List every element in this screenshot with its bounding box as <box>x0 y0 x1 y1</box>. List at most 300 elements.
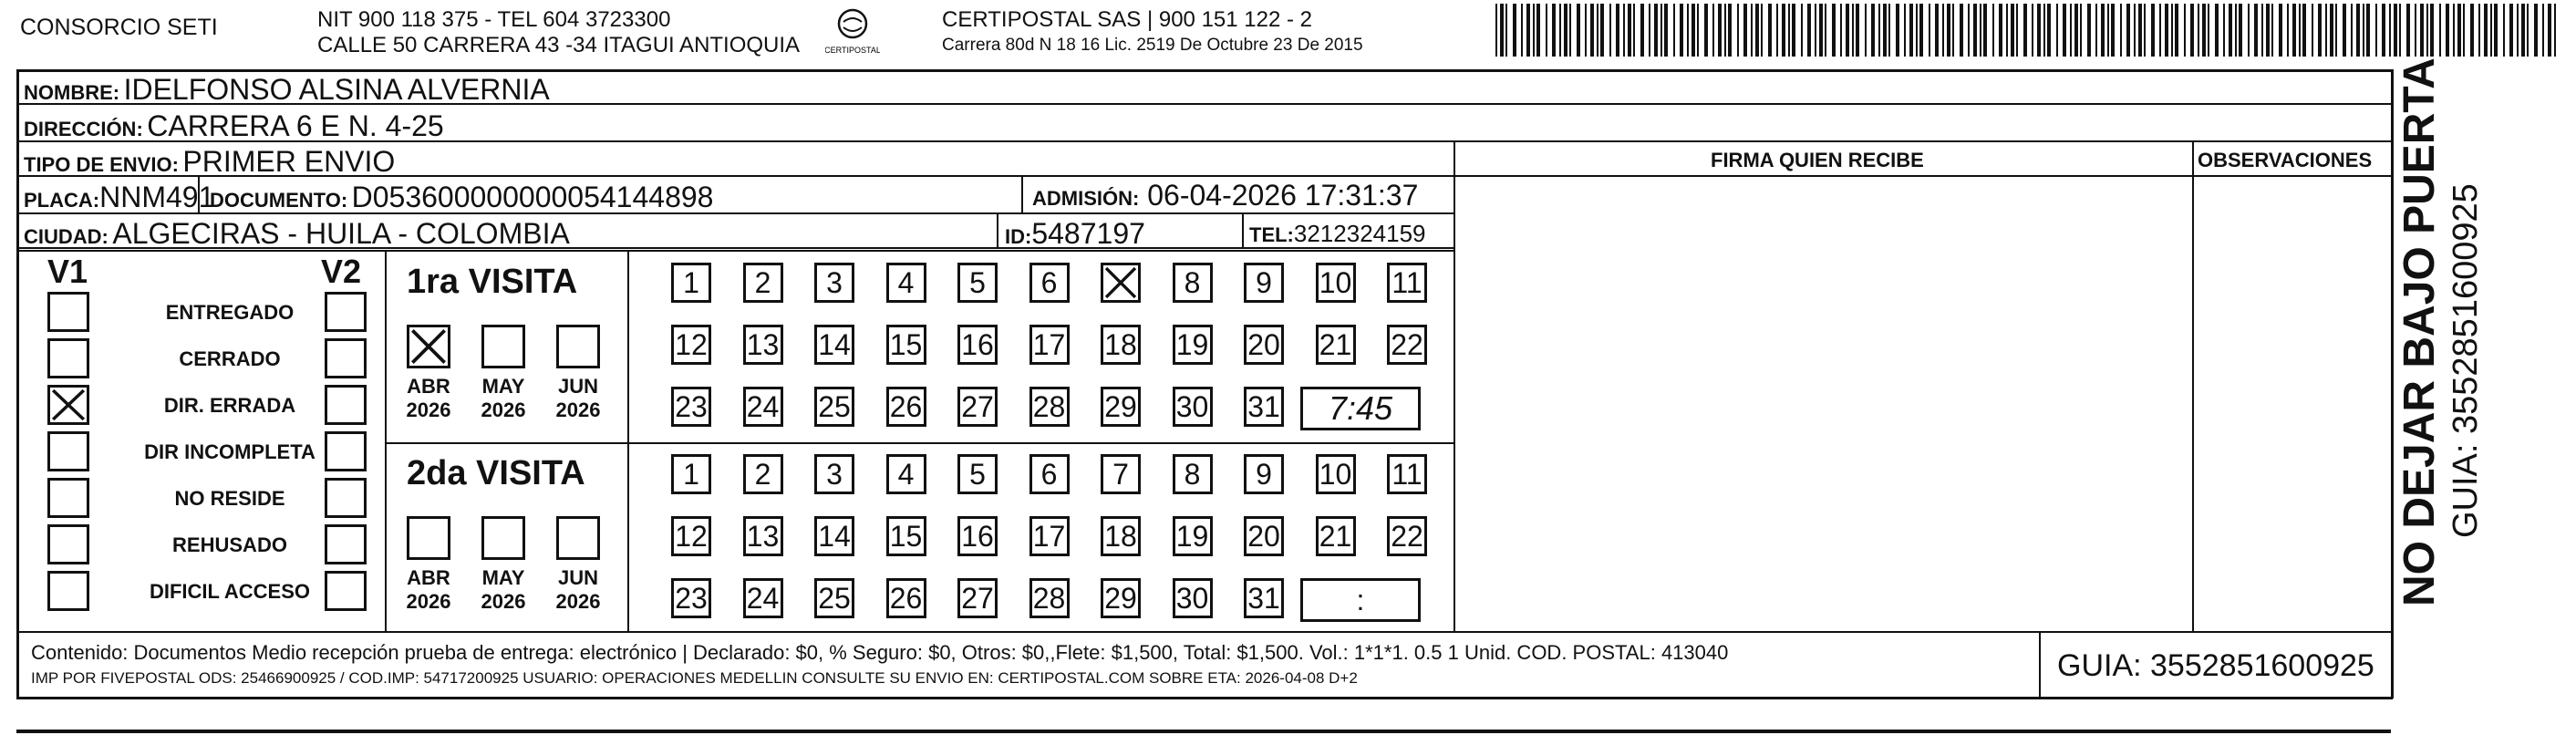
barcode-bar <box>1585 4 1587 57</box>
day-box[interactable]: 15 <box>886 516 926 556</box>
barcode-bar <box>2144 4 2146 57</box>
barcode-bar <box>2299 4 2301 57</box>
barcode-bar <box>1513 4 1516 57</box>
barcode-bar <box>1633 4 1635 57</box>
day-box[interactable]: 13 <box>743 516 783 556</box>
month-checkbox[interactable] <box>407 516 450 560</box>
barcode-bar <box>2494 4 2498 57</box>
barcode-bar <box>2463 4 2465 57</box>
barcode-bar <box>1865 4 1867 57</box>
placa-value: NNM491 <box>99 181 215 213</box>
barcode-bar <box>2229 4 2232 57</box>
barcode-bar <box>2032 4 2033 57</box>
barcode-bar <box>2415 4 2416 57</box>
barcode-bar <box>2175 4 2178 57</box>
barcode-bar <box>2554 4 2556 57</box>
barcode-bar <box>2430 4 2434 57</box>
barcode-bar <box>1883 4 1887 57</box>
year-label: 2026 <box>406 399 451 421</box>
v2-checkbox[interactable] <box>325 338 367 378</box>
v2-checkbox[interactable] <box>325 524 367 564</box>
second-visit-title: 2da VISITA <box>407 454 585 492</box>
reason-label: CERRADO <box>179 347 281 370</box>
barcode-bar <box>2120 4 2122 57</box>
observaciones-header: OBSERVACIONES <box>2198 149 2373 171</box>
day-box[interactable]: 23 <box>671 387 711 427</box>
tel-value: 3212324159 <box>1293 220 1426 247</box>
barcode-bar <box>2330 4 2333 57</box>
barcode-bar <box>2223 4 2225 57</box>
day-box[interactable]: 21 <box>1316 516 1356 556</box>
day-box[interactable]: 30 <box>1173 387 1213 427</box>
side-warning: NO DEJAR BAJO PUERTA <box>2395 57 2444 606</box>
day-box[interactable]: 6 <box>1029 263 1070 303</box>
barcode-bar <box>2548 4 2551 57</box>
barcode-bar <box>2235 4 2237 57</box>
barcode-bar <box>1649 4 1650 57</box>
barcode-bar <box>1718 4 1722 57</box>
tel-cell: TEL:3212324159 <box>1249 220 1426 247</box>
day-box[interactable]: 26 <box>886 578 926 618</box>
barcode-bar <box>1533 4 1535 57</box>
license-line: Carrera 80d N 18 16 Lic. 2519 De Octubre 23 De 2015 <box>942 36 1363 55</box>
day-box[interactable]: 20 <box>1244 516 1284 556</box>
barcode-bar <box>1569 4 1571 57</box>
barcode-bar <box>1564 4 1567 57</box>
direccion-value: CARRERA 6 E N. 4-25 <box>147 109 444 142</box>
barcode-bar <box>2043 4 2045 57</box>
v2-checkbox[interactable] <box>325 478 367 518</box>
day-box[interactable]: 24 <box>743 387 783 427</box>
barcode-bar <box>1505 4 1507 57</box>
time-box[interactable]: 7:45 <box>1300 387 1421 430</box>
barcode-bar <box>2375 4 2377 57</box>
barcode-bar <box>1888 4 1890 57</box>
day-box[interactable]: 1 <box>671 263 711 303</box>
barcode-bar <box>2271 4 2273 57</box>
month-label: ABR <box>407 375 450 398</box>
barcode-bar <box>2184 4 2186 57</box>
month-label: JUN <box>557 566 598 589</box>
barcode-bar <box>2343 4 2346 57</box>
first-visit-title: 1ra VISITA <box>407 263 578 301</box>
barcode-bar <box>2292 4 2296 57</box>
barcode-bar <box>1673 4 1675 57</box>
barcode-bar <box>2047 4 2051 57</box>
barcode-bar <box>1992 4 1994 57</box>
barcode-bar <box>2111 4 2115 57</box>
barcode-bar <box>1983 4 1987 57</box>
firma-header: FIRMA QUIEN RECIBE <box>1711 149 1924 171</box>
barcode-bar <box>1819 4 1823 57</box>
barcode-bar <box>2542 4 2544 57</box>
documento-cell: DOCUMENTO: D053600000000054144898 <box>210 181 714 213</box>
barcode-bar <box>2426 4 2428 57</box>
barcode-bar <box>2509 4 2513 57</box>
barcode-bar <box>2056 4 2058 57</box>
barcode-bar <box>2151 4 2155 57</box>
id-cell: ID:5487197 <box>1005 217 1145 250</box>
day-box[interactable]: 23 <box>671 578 711 618</box>
barcode-bar <box>1623 4 1625 57</box>
barcode-bar <box>1654 4 1658 57</box>
barcode-bar <box>2202 4 2206 57</box>
day-box[interactable]: 31 <box>1244 578 1284 618</box>
barcode-bar <box>1704 4 1708 57</box>
barcode-bar <box>2478 4 2480 57</box>
day-box[interactable]: 12 <box>671 516 711 556</box>
barcode-bar <box>2517 4 2519 57</box>
barcode-bar <box>1691 4 1695 57</box>
documento-value: D053600000000054144898 <box>351 181 714 213</box>
month-label: MAY <box>481 375 525 398</box>
day-box[interactable]: 28 <box>1029 578 1070 618</box>
day-box[interactable]: 15 <box>886 325 926 365</box>
barcode-bar <box>1782 4 1785 57</box>
day-box[interactable]: 3 <box>814 263 854 303</box>
barcode-bar <box>2446 4 2449 57</box>
day-box[interactable]: 24 <box>743 578 783 618</box>
barcode-bar <box>2287 4 2289 57</box>
barcode-bar <box>2356 4 2360 57</box>
company-name: CONSORCIO SETI <box>20 15 218 40</box>
barcode-bar <box>1815 4 1816 57</box>
day-box[interactable]: 4 <box>886 263 926 303</box>
day-box[interactable]: 28 <box>1029 387 1070 427</box>
barcode-bar <box>2266 4 2270 57</box>
barcode-bar <box>2171 4 2173 57</box>
day-box[interactable]: 9 <box>1244 263 1284 303</box>
barcode-bar <box>2406 4 2410 57</box>
day-box[interactable]: 31 <box>1244 387 1284 427</box>
day-box[interactable] <box>1101 263 1141 303</box>
day-box[interactable]: 4 <box>886 454 926 494</box>
day-box[interactable]: 16 <box>957 325 998 365</box>
barcode-bar <box>1935 4 1939 57</box>
barcode-bar <box>1856 4 1859 57</box>
month-checkbox[interactable] <box>407 325 450 368</box>
barcode-bar <box>2070 4 2072 57</box>
observations-area[interactable] <box>2194 177 2391 631</box>
id-value: 5487197 <box>1031 217 1145 250</box>
certipostal-logo <box>825 5 880 60</box>
day-box[interactable]: 14 <box>814 516 854 556</box>
day-box[interactable]: 17 <box>1029 325 1070 365</box>
day-box[interactable]: 10 <box>1316 263 1356 303</box>
day-box[interactable]: 5 <box>957 263 998 303</box>
month-label: MAY <box>481 566 525 589</box>
direccion-row: DIRECCIÓN: CARRERA 6 E N. 4-25 <box>24 109 444 142</box>
reason-label: REHUSADO <box>172 533 287 556</box>
month-checkbox[interactable] <box>556 516 600 560</box>
month-checkbox[interactable] <box>481 325 525 368</box>
barcode-bar <box>2521 4 2525 57</box>
barcode-bar <box>1536 4 1540 57</box>
barcode-bar <box>2006 4 2008 57</box>
day-box[interactable]: 14 <box>814 325 854 365</box>
day-box[interactable]: 22 <box>1387 516 1427 556</box>
barcode-bar <box>1807 4 1811 57</box>
barcode-bar <box>1597 4 1598 57</box>
barcode-bar <box>2101 4 2105 57</box>
barcode-bar <box>1788 4 1790 57</box>
barcode-bar <box>2366 4 2370 57</box>
day-box[interactable]: 1 <box>671 454 711 494</box>
barcode-bar <box>1852 4 1854 57</box>
barcode-bar <box>1751 4 1753 57</box>
barcode-bar <box>1999 4 2002 57</box>
barcode-bar <box>1680 4 1683 57</box>
v1-checkbox[interactable] <box>47 385 89 425</box>
barcode-bar <box>2087 4 2091 57</box>
day-box[interactable]: 2 <box>743 263 783 303</box>
month-checkbox[interactable] <box>556 325 600 368</box>
v1-checkbox[interactable] <box>47 338 89 378</box>
barcode-bar <box>2254 4 2258 57</box>
month-label: JUN <box>557 375 598 398</box>
barcode-bar <box>1973 4 1977 57</box>
year-label: 2026 <box>406 590 451 613</box>
barcode-bar <box>1577 4 1580 57</box>
barcode-bar <box>2011 4 2014 57</box>
barcode-bar <box>1600 4 1604 57</box>
barcode-bar <box>1909 4 1913 57</box>
day-box[interactable]: 11 <box>1387 263 1427 303</box>
barcode-bar <box>1792 4 1795 57</box>
barcode-bar <box>2074 4 2078 57</box>
barcode-bar <box>2363 4 2364 57</box>
barcode-bar <box>1521 4 1523 57</box>
barcode-bar <box>2138 4 2142 57</box>
barcode-bar <box>1776 4 1778 57</box>
barcode-bar <box>1919 4 1923 57</box>
barcode-bar <box>1832 4 1836 57</box>
certipostal-line: CERTIPOSTAL SAS | 900 151 122 - 2 <box>942 7 1312 32</box>
barcode-bar <box>1952 4 1954 57</box>
barcode-bar <box>2037 4 2041 57</box>
year-label: 2026 <box>555 590 601 613</box>
barcode-bar <box>1495 4 1497 57</box>
day-box[interactable]: 25 <box>814 387 854 427</box>
nombre-value: IDELFONSO ALSINA ALVERNIA <box>123 73 550 106</box>
barcode-bar <box>2159 4 2161 57</box>
barcode-bar <box>2534 4 2538 57</box>
barcode-bar <box>1755 4 1759 57</box>
barcode-bar <box>2190 4 2194 57</box>
v2-checkbox[interactable] <box>325 292 367 332</box>
v1-checkbox[interactable] <box>47 571 89 611</box>
barcode-bar <box>2302 4 2306 57</box>
address-line: CALLE 50 CARRERA 43 -34 ITAGUI ANTIOQUIA <box>317 33 801 57</box>
day-box[interactable]: 12 <box>671 325 711 365</box>
barcode-bar <box>2318 4 2322 57</box>
day-box[interactable]: 9 <box>1244 454 1284 494</box>
nombre-row: NOMBRE: IDELFONSO ALSINA ALVERNIA <box>24 73 550 106</box>
barcode-bar <box>2389 4 2391 57</box>
barcode-bar <box>1878 4 1880 57</box>
barcode-bar <box>1590 4 1594 57</box>
barcode-bar <box>1737 4 1739 57</box>
day-box[interactable]: 19 <box>1173 325 1213 365</box>
footer-guia: GUIA: 3552851600925 <box>2057 648 2374 683</box>
barcode-bar <box>2165 4 2168 57</box>
barcode-bar <box>1552 4 1556 57</box>
ciudad-value: ALGECIRAS - HUILA - COLOMBIA <box>112 217 570 250</box>
barcode-bar <box>2239 4 2242 57</box>
barcode-bar <box>1559 4 1561 57</box>
barcode-bar <box>1628 4 1631 57</box>
barcode-bar <box>2198 4 2199 57</box>
day-box[interactable]: 3 <box>814 454 854 494</box>
barcode-bar <box>2453 4 2455 57</box>
day-box[interactable]: 18 <box>1101 516 1141 556</box>
v1-checkbox[interactable] <box>47 292 89 332</box>
day-box[interactable]: 13 <box>743 325 783 365</box>
barcode-bar <box>1640 4 1644 57</box>
day-box[interactable]: 27 <box>957 578 998 618</box>
barcode-bar <box>2215 4 2219 57</box>
imp-line: IMP POR FIVEPOSTAL ODS: 25466900925 / COD.IMP: 54717200925 USUARIO: OPERACIONES MEDELLIN CONSULTE SU ENVIO EN: CERTIPOSTAL.COM SOBRE ETA: 2026-04-08 D+2 <box>31 669 1358 687</box>
barcode-bar <box>2527 4 2529 57</box>
ciudad-cell: CIUDAD: ALGECIRAS - HUILA - COLOMBIA <box>24 217 570 250</box>
barcode-bar <box>2490 4 2492 57</box>
barcode-bar <box>2312 4 2313 57</box>
v2-label: V2 <box>321 253 362 290</box>
admision-cell: ADMISIÓN: 06-04-2026 17:31:37 <box>1032 179 1419 212</box>
v1-checkbox[interactable] <box>47 524 89 564</box>
day-box[interactable]: 25 <box>814 578 854 618</box>
day-box[interactable]: 19 <box>1173 516 1213 556</box>
barcode-bar <box>1768 4 1772 57</box>
barcode-bar <box>2261 4 2263 57</box>
v1-checkbox[interactable] <box>47 431 89 471</box>
barcode-bar <box>2107 4 2109 57</box>
barcode-bar <box>2457 4 2461 57</box>
barcode-bar <box>2279 4 2282 57</box>
placa-cell: PLACA:NNM491 <box>24 181 215 213</box>
barcode-bar <box>2335 4 2337 57</box>
day-box[interactable]: 27 <box>957 387 998 427</box>
day-box[interactable]: 30 <box>1173 578 1213 618</box>
barcode-bar <box>1609 4 1611 57</box>
day-box[interactable]: 18 <box>1101 325 1141 365</box>
day-box[interactable]: 29 <box>1101 387 1141 427</box>
barcode-bar <box>2095 4 2097 57</box>
day-box[interactable]: 6 <box>1029 454 1070 494</box>
year-label: 2026 <box>555 399 601 421</box>
barcode-bar <box>2248 4 2250 57</box>
barcode-bar <box>1743 4 1747 57</box>
year-label: 2026 <box>481 399 526 421</box>
day-box[interactable]: 7 <box>1101 454 1141 494</box>
barcode-bar <box>1960 4 1963 57</box>
contenido-line: Contenido: Documentos Medio recepción prueba de entrega: electrónico | Declarado: $0, % Seguro: $0, Otros: $0,,Flete: $1,500, Total: $1,500. Vol.: 1*1*1. 0.5 1 Unid. COD. POSTAL: 413040 <box>31 641 1729 664</box>
v1-label: V1 <box>47 253 88 290</box>
signature-area[interactable] <box>1454 177 2192 631</box>
barcode-bar <box>1942 4 1944 57</box>
barcode-bar <box>1697 4 1699 57</box>
barcode-bar <box>1846 4 1849 57</box>
reason-label: DIR INCOMPLETA <box>144 440 316 463</box>
time-box[interactable]: : <box>1300 578 1421 622</box>
day-box[interactable]: 26 <box>886 387 926 427</box>
v2-checkbox[interactable] <box>325 431 367 471</box>
barcode-bar <box>1801 4 1803 57</box>
reason-label: DIFICIL ACCESO <box>149 580 310 603</box>
barcode-bar <box>1980 4 1981 57</box>
barcode-bar <box>2351 4 2353 57</box>
barcode-bar <box>1526 4 1530 57</box>
barcode-bar <box>2080 4 2082 57</box>
day-box[interactable]: 17 <box>1029 516 1070 556</box>
day-box[interactable]: 8 <box>1173 263 1213 303</box>
month-checkbox[interactable] <box>481 516 525 560</box>
barcode-bar <box>2325 4 2327 57</box>
barcode-bar <box>2023 4 2027 57</box>
barcode-bar <box>1660 4 1662 57</box>
barcode-bar <box>2470 4 2474 57</box>
day-box[interactable]: 10 <box>1316 454 1356 494</box>
barcode-bar <box>2208 4 2209 57</box>
barcode-bar <box>1728 4 1732 57</box>
day-box[interactable]: 5 <box>957 454 998 494</box>
barcode-bar <box>2420 4 2424 57</box>
barcode-bar <box>2382 4 2385 57</box>
day-box[interactable]: 29 <box>1101 578 1141 618</box>
barcode-bar <box>2126 4 2130 57</box>
reason-label: ENTREGADO <box>165 301 295 324</box>
barcode-bar <box>1761 4 1763 57</box>
v2-checkbox[interactable] <box>325 571 367 611</box>
barcode-bar <box>2484 4 2488 57</box>
reason-label: DIR. ERRADA <box>163 394 296 417</box>
day-box[interactable]: 16 <box>957 516 998 556</box>
barcode-bar <box>1664 4 1668 57</box>
barcode-bar <box>1968 4 1970 57</box>
year-label: 2026 <box>481 590 526 613</box>
day-box[interactable]: 20 <box>1244 325 1284 365</box>
barcode-bar <box>1616 4 1619 57</box>
barcode-bar <box>2503 4 2505 57</box>
day-box[interactable]: 8 <box>1173 454 1213 494</box>
barcode-bar <box>1916 4 1918 57</box>
month-label: ABR <box>407 566 450 589</box>
barcode-bar <box>1825 4 1826 57</box>
barcode-bar <box>1840 4 1842 57</box>
v1-checkbox[interactable] <box>47 478 89 518</box>
day-box[interactable]: 21 <box>1316 325 1356 365</box>
day-box[interactable]: 22 <box>1387 325 1427 365</box>
barcode-bar <box>2016 4 2018 57</box>
barcode-bar <box>1929 4 1930 57</box>
svg-text:CERTIPOSTAL: CERTIPOSTAL <box>825 46 880 55</box>
day-box[interactable]: 2 <box>743 454 783 494</box>
v2-checkbox[interactable] <box>325 385 367 425</box>
tipo-row: TIPO DE ENVIO: PRIMER ENVIO <box>24 145 396 178</box>
tipo-value: PRIMER ENVIO <box>182 145 396 178</box>
side-guia: GUIA: 3552851600925 <box>2447 183 2485 538</box>
barcode-bar <box>1712 4 1714 57</box>
barcode-bar <box>1947 4 1950 57</box>
nit-line: NIT 900 118 375 - TEL 604 3723300 <box>317 7 671 32</box>
admision-value: 06-04-2026 17:31:37 <box>1147 179 1419 212</box>
barcode <box>1495 4 2562 57</box>
day-box[interactable]: 11 <box>1387 454 1427 494</box>
barcode-bar <box>1724 4 1726 57</box>
barcode-bar <box>2394 4 2397 57</box>
barcode-bar <box>1896 4 1899 57</box>
barcode-bar <box>1871 4 1875 57</box>
